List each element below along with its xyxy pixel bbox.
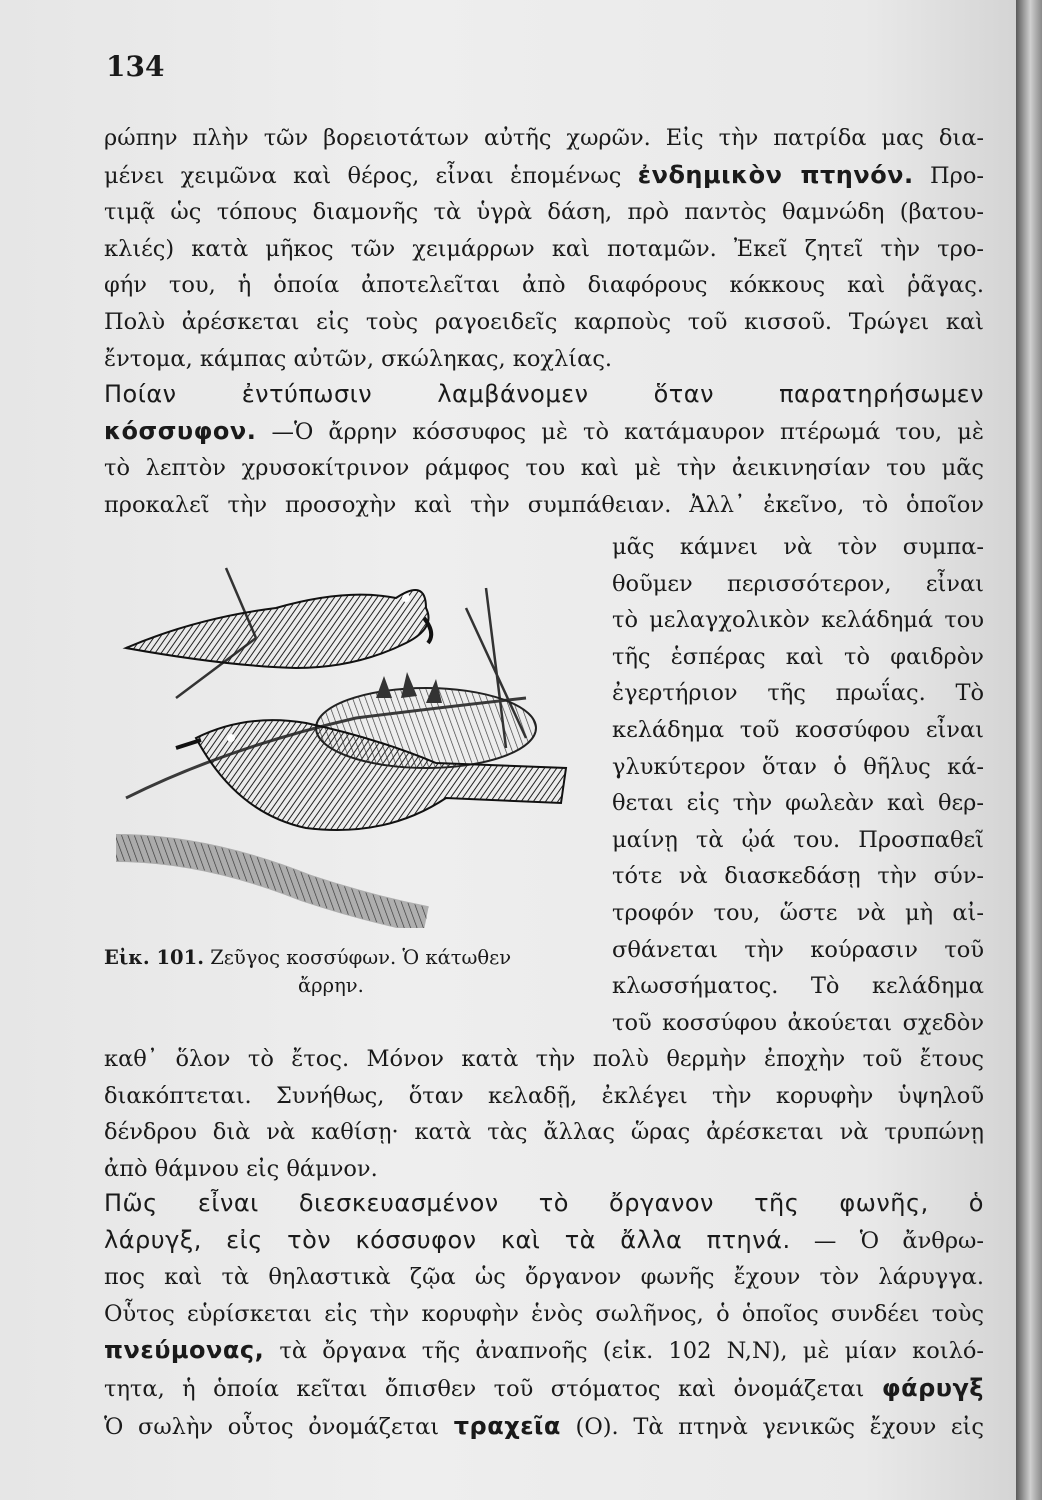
section-heading-2 [104,1185,984,1445]
emphasis-term: τραχεῖα [453,1411,561,1440]
emphasis-term: ἐνδημικὸν πτηνόν. [637,160,914,189]
text-line: γλυκύτερον ὅταν ὁ θῆλυς κά- [612,753,984,780]
book-spine [1016,0,1042,1500]
emphasis-term: φάρυγξ [881,1373,984,1402]
text-line: καθ᾽ ὅλον τὸ ἔτος. Μόνον κατὰ τὴν πολὺ θερμὴν ἐποχὴν τοῦ ἔτους [104,1046,984,1072]
text-line: κλωσσήματος. Τὸ κελάδημα [612,973,984,1000]
text-line: σθάνεται τὴν κούρασιν τοῦ [612,936,984,963]
text-line: κόσσυφον. —Ὁ ἄρρην κόσσυφος μὲ τὸ κατάμαυρον πτέρωμά του, μὲ [104,416,984,445]
text-line: τοῦ κοσσύφου ἀκούεται σχεδὸν [612,1009,984,1036]
text-line: μᾶς κάμνει νὰ τὸν συμπα- [612,534,984,560]
text-line: ἀπὸ θάμνου εἰς θάμνον. [104,1155,378,1182]
heading-term: λάρυγξ, εἰς τὸν κόσσυφον καὶ τὰ ἄλλα πτηνά. [104,1225,791,1254]
text-line: φήν του, ἡ ὁποία ἀποτελεῖται ἀπὸ διαφόρους κόκκους καὶ ῥᾶγας. [104,272,984,299]
paragraph-1 [104,120,984,377]
text-line: τῆς ἑσπέρας καὶ τὸ φαιδρὸν [612,643,984,670]
text-line: πνεύμονας, τὰ ὄργανα τῆς ἀναπνοῆς (εἰκ. 102 N,N), μὲ μίαν κοιλό- [104,1336,984,1365]
text-line: ρώπην πλὴν τῶν βορειοτάτων αὐτῆς χωρῶν. Εἰς τὴν πατρίδα μας δια- [104,125,984,151]
text-line: τροφόν του, ὥστε νὰ μὴ αἰ- [612,899,984,926]
text-line: ἐγερτήριον τῆς πρωΐας. Τὸ [612,680,984,707]
section-heading-1 [104,376,984,523]
narrow-column-text [612,529,984,1041]
paragraph-3 [104,1041,984,1187]
text-line: θεται εἰς τὴν φωλεὰν καὶ θερ- [612,790,984,817]
text-line: προκαλεῖ τὴν προσοχὴν καὶ τὴν συμπάθειαν. Ἀλλ᾽ ἐκεῖνο, τὸ ὁποῖον [104,491,984,518]
caption-text: Ζεῦγος κοσσύφων. Ὁ κάτωθεν [204,946,512,969]
text-line: τότε νὰ διασκεδάσῃ τὴν σύν- [612,863,984,890]
heading-line: Ποίαν ἐντύπωσιν λαμβάνομεν ὅταν παρατηρήσωμεν [104,380,984,408]
text-line: μαίνῃ τὰ ᾠά του. Προσπαθεῖ [612,826,984,853]
text-line: Πολὺ ἀρέσκεται εἰς τοὺς ραγοειδεῖς καρποὺς τοῦ κισσοῦ. Τρώγει καὶ [104,308,984,335]
emphasis-term: πνεύμονας, [104,1336,265,1365]
blackbird-pair-illustration [106,548,586,928]
text-line: διακόπτεται. Συνήθως, ὅταν κελαδῇ, ἐκλέγει τὴν κορυφὴν ὑψηλοῦ [104,1082,984,1109]
text-line: τὸ λεπτὸν χρυσοκίτρινον ράμφος του καὶ μὲ τὴν ἀεικινησίαν του μᾶς [104,455,984,482]
text-line: πος καὶ τὰ θηλαστικὰ ζῷα ὡς ὄργανον φωνῆς ἔχουν τὸν λάρυγγα. [104,1264,984,1291]
text-line: μένει χειμῶνα καὶ θέρος, εἶναι ἑπομένως ἐνδημικὸν πτηνόν. Προ- [104,160,984,189]
text-line: Ὁ σωλὴν οὗτος ὀνομάζεται τραχεῖα (Ο). Τὰ πτηνὰ γενικῶς ἔχουν εἰς [104,1411,984,1440]
text-line: τὸ μελαγχολικὸν κελάδημά του [612,607,984,634]
text-line: θοῦμεν περισσότερον, εἶναι [612,570,984,597]
text-line: κελάδημα τοῦ κοσσύφου εἶναι [612,716,984,743]
text-line: κλιές) κατὰ μῆκος τῶν χειμάρρων καὶ ποταμῶν. Ἐκεῖ ζητεῖ τὴν τρο- [104,235,984,262]
text-line: τητα, ἡ ὁποία κεῖται ὄπισθεν τοῦ στόματος καὶ ὀνομάζεται φάρυγξ [104,1373,984,1402]
heading-line: Πῶς εἶναι διεσκευασμένον τὸ ὄργανον τῆς φωνῆς, ὁ [104,1189,984,1217]
text-line: τιμᾷ ὡς τόπους διαμονῆς τὰ ὑγρὰ δάση, πρὸ παντὸς θαμνώδη (βατου- [104,199,984,226]
text-line: δένδρου διὰ νὰ καθίσῃ· κατὰ τὰς ἄλλας ὥρας ἀρέσκεται νὰ τρυπώνῃ [104,1119,984,1146]
figure-label: Εἰκ. 101. [104,946,204,969]
text-line: ἔντομα, κάμπας αὐτῶν, σκώληκας, κοχλίας. [104,345,613,372]
text-line: Οὗτος εὑρίσκεται εἰς τὴν κορυφὴν ἑνὸς σωλῆνος, ὁ ὁποῖος συνδέει τοὺς [104,1300,984,1327]
figure-caption [104,944,604,1000]
text-line: λάρυγξ, εἰς τὸν κόσσυφον καὶ τὰ ἄλλα πτηνά. — Ὁ ἄνθρω- [104,1225,985,1254]
caption-text-line2: ἄρρην. [298,974,364,997]
page-number: 134 [106,50,165,83]
heading-term: κόσσυφον. [104,416,257,445]
